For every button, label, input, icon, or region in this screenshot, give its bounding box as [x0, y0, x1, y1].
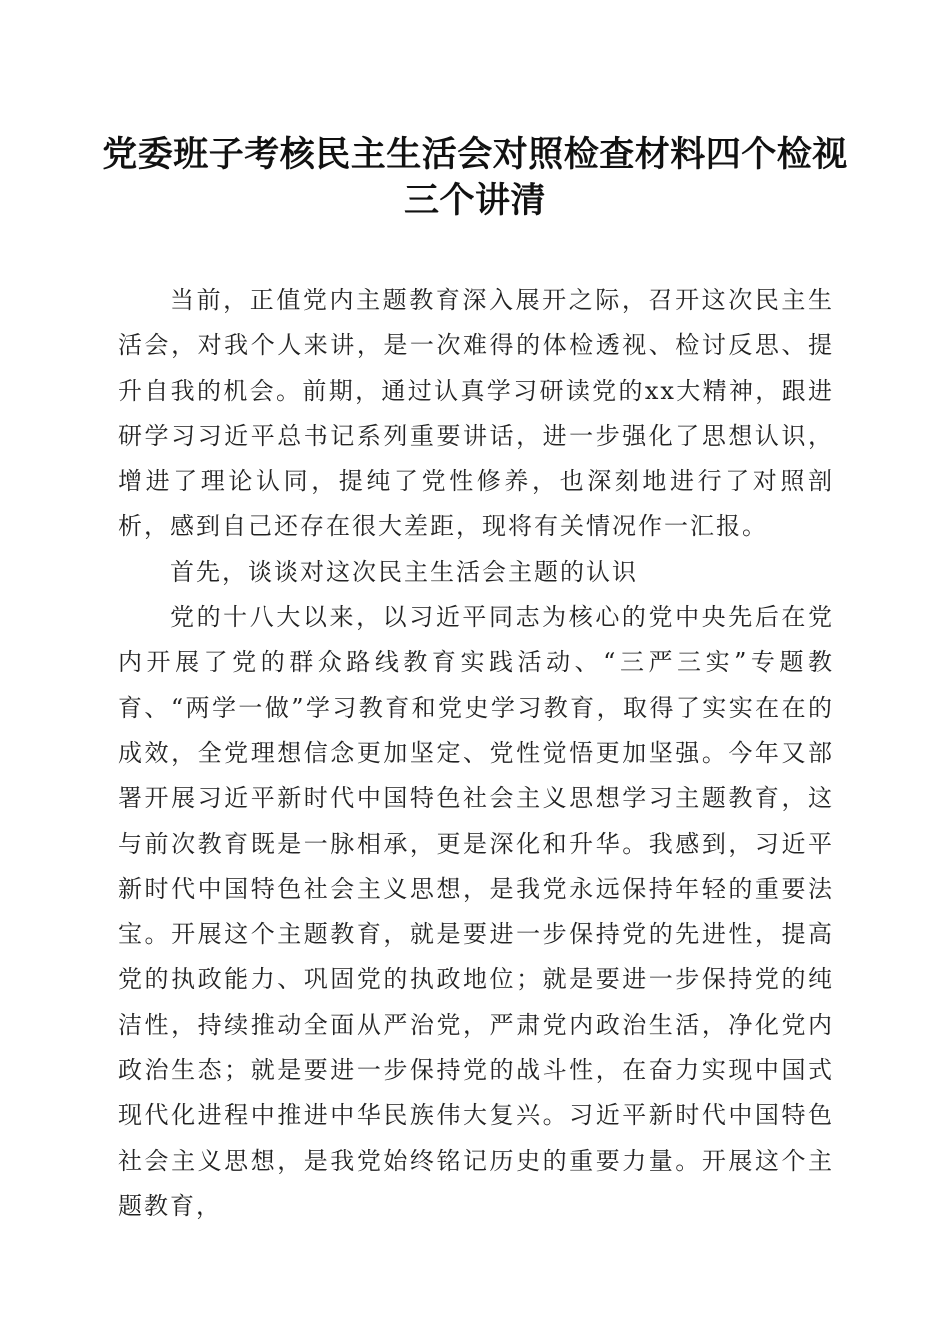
document-title: 党委班子考核民主生活会对照检查材料四个检视三个讲清: [102, 134, 848, 221]
document-body: [118, 278, 834, 1229]
paragraph-intro: 当前，正值党内主题教育深入展开之际，召开这次民主生活会，对我个人来讲，是一次难得的体检透视、检讨反思、提升自我的机会。前期，通过认真学习研读党的xx大精神，跟进研学习习近平总书记系列重要讲话，进一步强化了思想认识，增进了理论认同，提纯了党性修养，也深刻地进行了对照剖析，感到自己还存在很大差距，现将有关情况作一汇报。: [118, 286, 834, 541]
paragraph-main: 党的十八大以来，以习近平同志为核心的党中央先后在党内开展了党的群众路线教育实践活动、“三严三实”专题教育、“两学一做”学习教育和党史学习教育，取得了实实在在的成效，全党理想信念更加坚定、党性觉悟更加坚强。今年又部署开展习近平新时代中国特色社会主义思想学习主题教育，这与前次教育既是一脉相承，更是深化和升华。我感到，习近平新时代中国特色社会主义思想，是我党永远保持年轻的重要法宝。开展这个主题教育，就是要进一步保持党的先进性，提高党的执政能力、巩固党的执政地位；就是要进一步保持党的纯洁性，持续推动全面从严治党，严肃党内政治生活，净化党内政治生态；就是要进一步保持党的战斗性，在奋力实现中国式现代化进程中推进中华民族伟大复兴。习近平新时代中国特色社会主义思想，是我党始终铭记历史的重要力量。开展这个主题教育，: [118, 603, 834, 1220]
paragraph-heading: 首先，谈谈对这次民主生活会主题的认识: [170, 557, 638, 586]
